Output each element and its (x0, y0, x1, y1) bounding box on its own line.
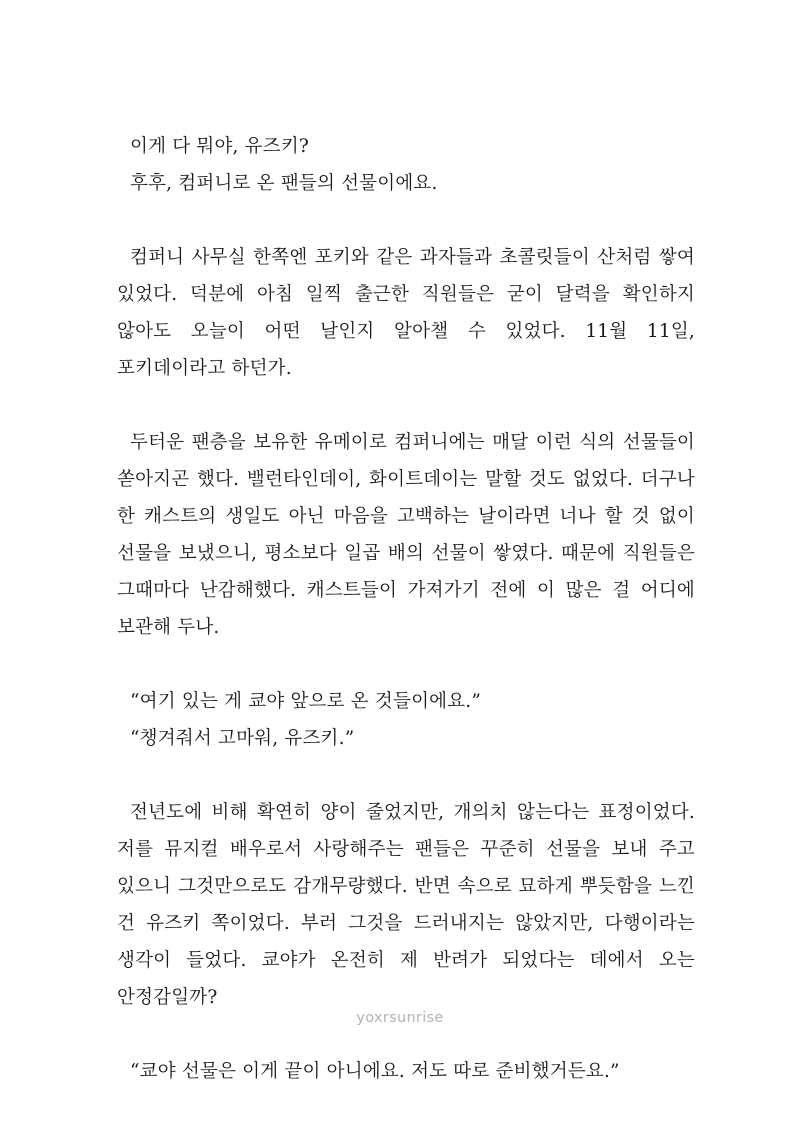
narrative-paragraph: 전년도에 비해 확연히 양이 줄었지만, 개의치 않는다는 표정이었다. 저를 뮤지컬 배우로서 사랑해주는 팬들은 꾸준히 선물을 보내 주고 있으니 그것만으로도 감개무량했다. 반면 속으로 묘하게 뿌듯함을 느낀 건 유즈키 쪽이었다. 부러 그것을 드러내지는 않았지만, 다행이라는 생각이 들었다. 쿄야가 온전히 제 반려가 되었다는 데에서 오는 안정감일까? (117, 802, 695, 1008)
paragraph-break (117, 387, 695, 424)
story-text (117, 128, 695, 1090)
dialogue-line: “여기 있는 게 쿄야 앞으로 온 것들이에요.” (130, 691, 482, 712)
narrative-paragraph: 컴퍼니 사무실 한쪽엔 포키와 같은 과자들과 초콜릿들이 산처럼 쌓여 있었다. 덕분에 아침 일찍 출근한 직원들은 굳이 달력을 확인하지 않아도 오늘이 어떤 날인지 알아챌 수 있었다. 11월 11일, 포키데이라고 하던가. (117, 247, 695, 379)
dialogue-line: “챙겨줘서 고마워, 유즈키.” (130, 728, 355, 749)
watermark: yoxrsunrise (356, 1010, 444, 1026)
paragraph-break (117, 757, 695, 794)
paragraph-break (117, 646, 695, 683)
dialogue-line: 이게 다 뭐야, 유즈키? (130, 136, 310, 157)
paragraph-break (117, 202, 695, 239)
narrative-paragraph: 두터운 팬층을 보유한 유메이로 컴퍼니에는 매달 이런 식의 선물들이 쏟아지곤 했다. 밸런타인데이, 화이트데이는 말할 것도 없었다. 더구나 한 캐스트의 생일도 아닌 마음을 고백하는 날이라면 너나 할 것 없이 선물을 보냈으니, 평소보다 일곱 배의 선물이 쌓였다. 때문에 직원들은 그때마다 난감해했다. 캐스트들이 가져가기 전에 이 많은 걸 어디에 보관해 두나. (117, 432, 695, 638)
dialogue-line: “쿄야 선물은 이게 끝이 아니에요. 저도 따로 준비했거든요.” (130, 1061, 620, 1082)
dialogue-line: 후후, 컴퍼니로 온 팬들의 선물이에요. (130, 173, 438, 194)
